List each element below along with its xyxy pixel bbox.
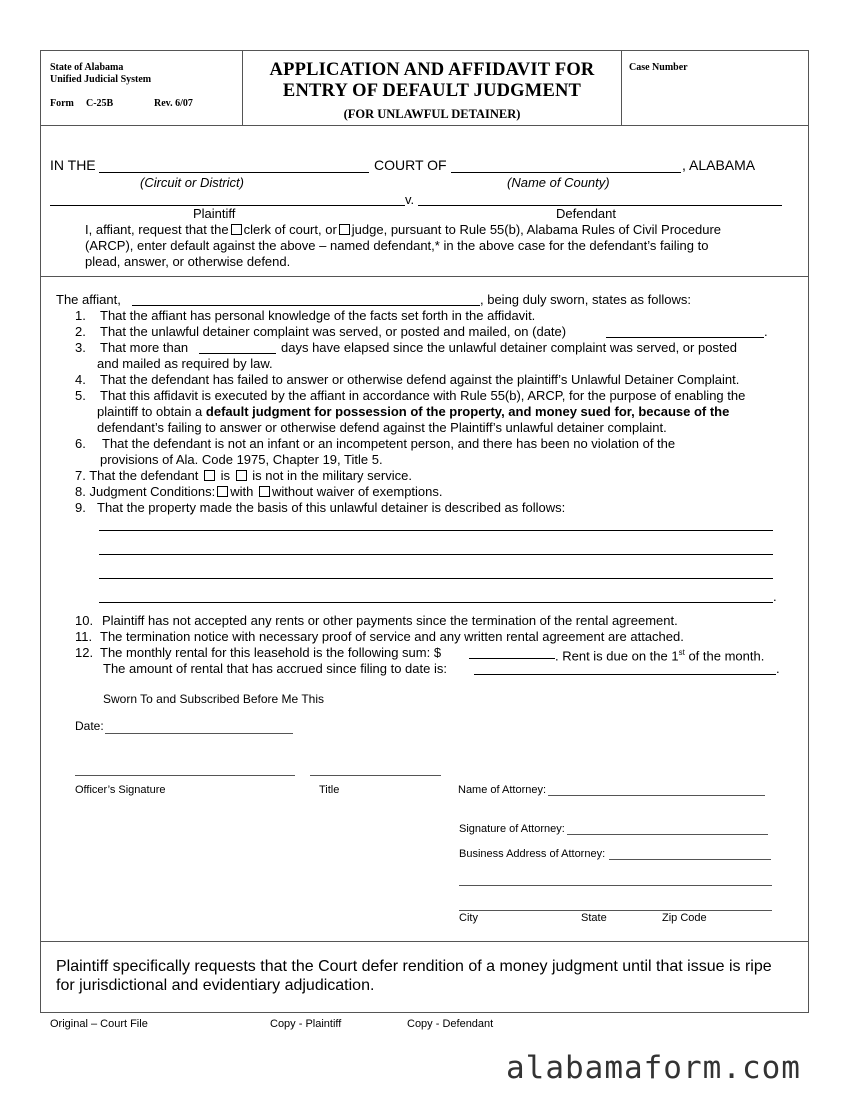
item-8-with: with: [230, 484, 254, 499]
item-9-period: .: [773, 589, 777, 604]
versus-label: v.: [405, 192, 415, 207]
date-label: Date:: [75, 719, 104, 733]
item-1: That the affiant has personal knowledge of the facts set forth in the affidavit.: [100, 308, 536, 323]
business-address-label: Business Address of Attorney:: [459, 848, 606, 860]
clerk-label: clerk of court, or: [243, 222, 337, 237]
item-6-number: 6.: [75, 436, 86, 451]
zip-label: Zip Code: [662, 912, 707, 924]
request-line1: [85, 222, 721, 237]
item-4-number: 4.: [75, 372, 86, 387]
form-frame: [40, 50, 809, 1013]
header-divider-right: [621, 50, 622, 125]
property-description-line-4[interactable]: [99, 602, 773, 603]
item-12-pre: The monthly rental for this leasehold is the following sum: $: [100, 645, 442, 660]
without-waiver-checkbox[interactable]: [259, 486, 270, 497]
request-line3: plead, answer, or otherwise defend.: [85, 254, 291, 269]
property-description-line-1[interactable]: [99, 530, 773, 531]
item-3b: days have elapsed since the unlawful detainer complaint was served, or posted: [281, 340, 737, 355]
business-address-field[interactable]: [609, 859, 771, 860]
property-description-line-2[interactable]: [99, 554, 773, 555]
item-2-number: 2.: [75, 324, 86, 339]
court-type-field[interactable]: [99, 172, 369, 173]
days-elapsed-field[interactable]: [199, 353, 276, 354]
item-8-pre: Judgment Conditions:: [89, 484, 216, 499]
affiant-intro-post: , being duly sworn, states as follows:: [480, 292, 691, 307]
officer-signature-field[interactable]: [75, 775, 295, 776]
alabama-label: , ALABAMA: [682, 157, 756, 173]
affiant-name-field[interactable]: [132, 305, 480, 306]
item-7-post: is not in the military service.: [252, 468, 412, 483]
address-line-2-field[interactable]: [459, 885, 772, 886]
judge-checkbox[interactable]: [339, 224, 350, 235]
header-bottom-rule: [40, 125, 809, 126]
sworn-label: Sworn To and Subscribed Before Me This: [103, 692, 325, 706]
plaintiff-label: Plaintiff: [193, 206, 236, 221]
item-9-number: 9.: [75, 500, 86, 515]
item-3c: and mailed as required by law.: [97, 356, 273, 371]
caption-bottom-rule: [40, 276, 809, 277]
judge-label: judge, pursuant to Rule 55(b), Alabama Rules of Civil Procedure: [351, 222, 722, 237]
county-field[interactable]: [451, 172, 681, 173]
footer-copy-defendant: Copy - Defendant: [407, 1018, 494, 1030]
item-12b-period: .: [776, 661, 780, 676]
item-5-number: 5.: [75, 388, 86, 403]
item-8-post: without waiver of exemptions.: [271, 484, 443, 499]
request-pre: I, affiant, request that the: [85, 222, 229, 237]
state-label-field: State: [581, 912, 607, 924]
item-5a: That this affidavit is executed by the affiant in accordance with Rule 55(b), ARCP, for the purpose of enabling the: [100, 388, 746, 403]
clerk-checkbox[interactable]: [231, 224, 242, 235]
revision-label: Rev. 6/07: [154, 98, 193, 109]
officer-signature-label: Officer’s Signature: [75, 784, 166, 796]
item-1-number: 1.: [75, 308, 86, 323]
item-5b: [97, 404, 729, 419]
attorney-name-label: Name of Attorney:: [458, 784, 547, 796]
item-10-number: 10.: [75, 613, 94, 628]
item-8-number: 8.: [75, 484, 86, 499]
item-3-number: 3.: [75, 340, 86, 355]
property-description-line-3[interactable]: [99, 578, 773, 579]
item-11-number: 11.: [75, 629, 93, 644]
item-4: That the defendant has failed to answer or otherwise defend against the plaintiff’s Unlawful Detainer Complaint.: [100, 372, 740, 387]
item-12b: The amount of rental that has accrued since filing to date is:: [103, 661, 447, 676]
form-title-line1: APPLICATION AND AFFIDAVIT FOR: [269, 60, 595, 80]
item-11: The termination notice with necessary proof of service and any written rental agreement are attached.: [100, 629, 684, 644]
item-7-number: 7.: [75, 468, 86, 483]
defendant-label: Defendant: [556, 206, 616, 221]
form-title-line2: ENTRY OF DEFAULT JUDGMENT: [282, 81, 582, 101]
footer-copy-plaintiff: Copy - Plaintiff: [270, 1018, 342, 1030]
watermark: alabamaform.com: [506, 1050, 801, 1086]
item-9: That the property made the basis of this unlawful detainer is described as follows:: [97, 500, 566, 515]
request-top-rule: [40, 941, 809, 942]
item-5b-pre: plaintiff to obtain a: [97, 404, 206, 419]
system-label: Unified Judicial System: [50, 74, 152, 85]
case-number-label: Case Number: [629, 62, 688, 73]
military-is-not-checkbox[interactable]: [236, 470, 247, 481]
item-12-sup: st: [678, 648, 685, 657]
item-7-pre: That the defendant: [89, 468, 199, 483]
item-2-period: .: [764, 324, 768, 339]
city-label: City: [459, 912, 478, 924]
footer-original: Original – Court File: [50, 1018, 148, 1030]
form-number: C-25B: [86, 98, 114, 109]
item-12-number: 12.: [75, 645, 94, 660]
in-the-label: IN THE: [50, 157, 96, 173]
deferral-request-line2: for jurisdictional and evidentiary adjudication.: [56, 977, 375, 994]
item-10: Plaintiff has not accepted any rents or other payments since the termination of the rental agreement.: [102, 613, 678, 628]
affiant-intro-pre: The affiant,: [56, 292, 121, 307]
item-8: [75, 484, 443, 499]
monthly-rent-field[interactable]: [469, 658, 555, 659]
item-12: [555, 645, 764, 663]
accrued-rental-field[interactable]: [474, 674, 776, 675]
circuit-hint: (Circuit or District): [140, 175, 244, 190]
attorney-signature-label: Signature of Attorney:: [459, 823, 565, 835]
court-of-label: COURT OF: [374, 157, 447, 173]
sworn-date-field[interactable]: [105, 733, 293, 734]
military-is-checkbox[interactable]: [204, 470, 215, 481]
state-label: State of Alabama: [50, 62, 124, 73]
officer-title-field[interactable]: [310, 775, 441, 776]
attorney-signature-field[interactable]: [567, 834, 768, 835]
with-waiver-checkbox[interactable]: [217, 486, 228, 497]
attorney-name-field[interactable]: [548, 795, 765, 796]
form-label: Form: [50, 98, 74, 109]
item-6b: provisions of Ala. Code 1975, Chapter 19, Title 5.: [100, 452, 383, 467]
deferral-request-line1: Plaintiff specifically requests that the Court defer rendition of a money judgment until that issue is ripe: [56, 958, 772, 975]
item-6a: That the defendant is not an infant or an incompetent person, and there has been no violation of the: [102, 436, 676, 451]
item-2: That the unlawful detainer complaint was served, or posted and mailed, on (date): [100, 324, 567, 339]
item-12-mid: . Rent is due on the 1: [555, 648, 679, 664]
request-line2: (ARCP), enter default against the above – named defendant,* in the above case for the defendant’s failing to: [85, 238, 709, 253]
item-5b-bold: default judgment for possession of the property, and money sued for, because of the: [205, 404, 730, 419]
officer-title-label: Title: [319, 784, 340, 796]
form-subtitle: (FOR UNLAWFUL DETAINER): [343, 107, 521, 121]
item-5c: defendant’s failing to answer or otherwise defend against the Plaintiff’s unlawful detainer complaint.: [97, 420, 667, 435]
item-12-post: of the month.: [684, 648, 765, 664]
city-state-zip-field[interactable]: [459, 910, 772, 911]
served-date-field[interactable]: [606, 337, 764, 338]
county-hint: (Name of County): [507, 175, 610, 190]
item-3a: That more than: [100, 340, 189, 355]
item-7: [75, 468, 412, 483]
item-7-is: is: [220, 468, 231, 483]
